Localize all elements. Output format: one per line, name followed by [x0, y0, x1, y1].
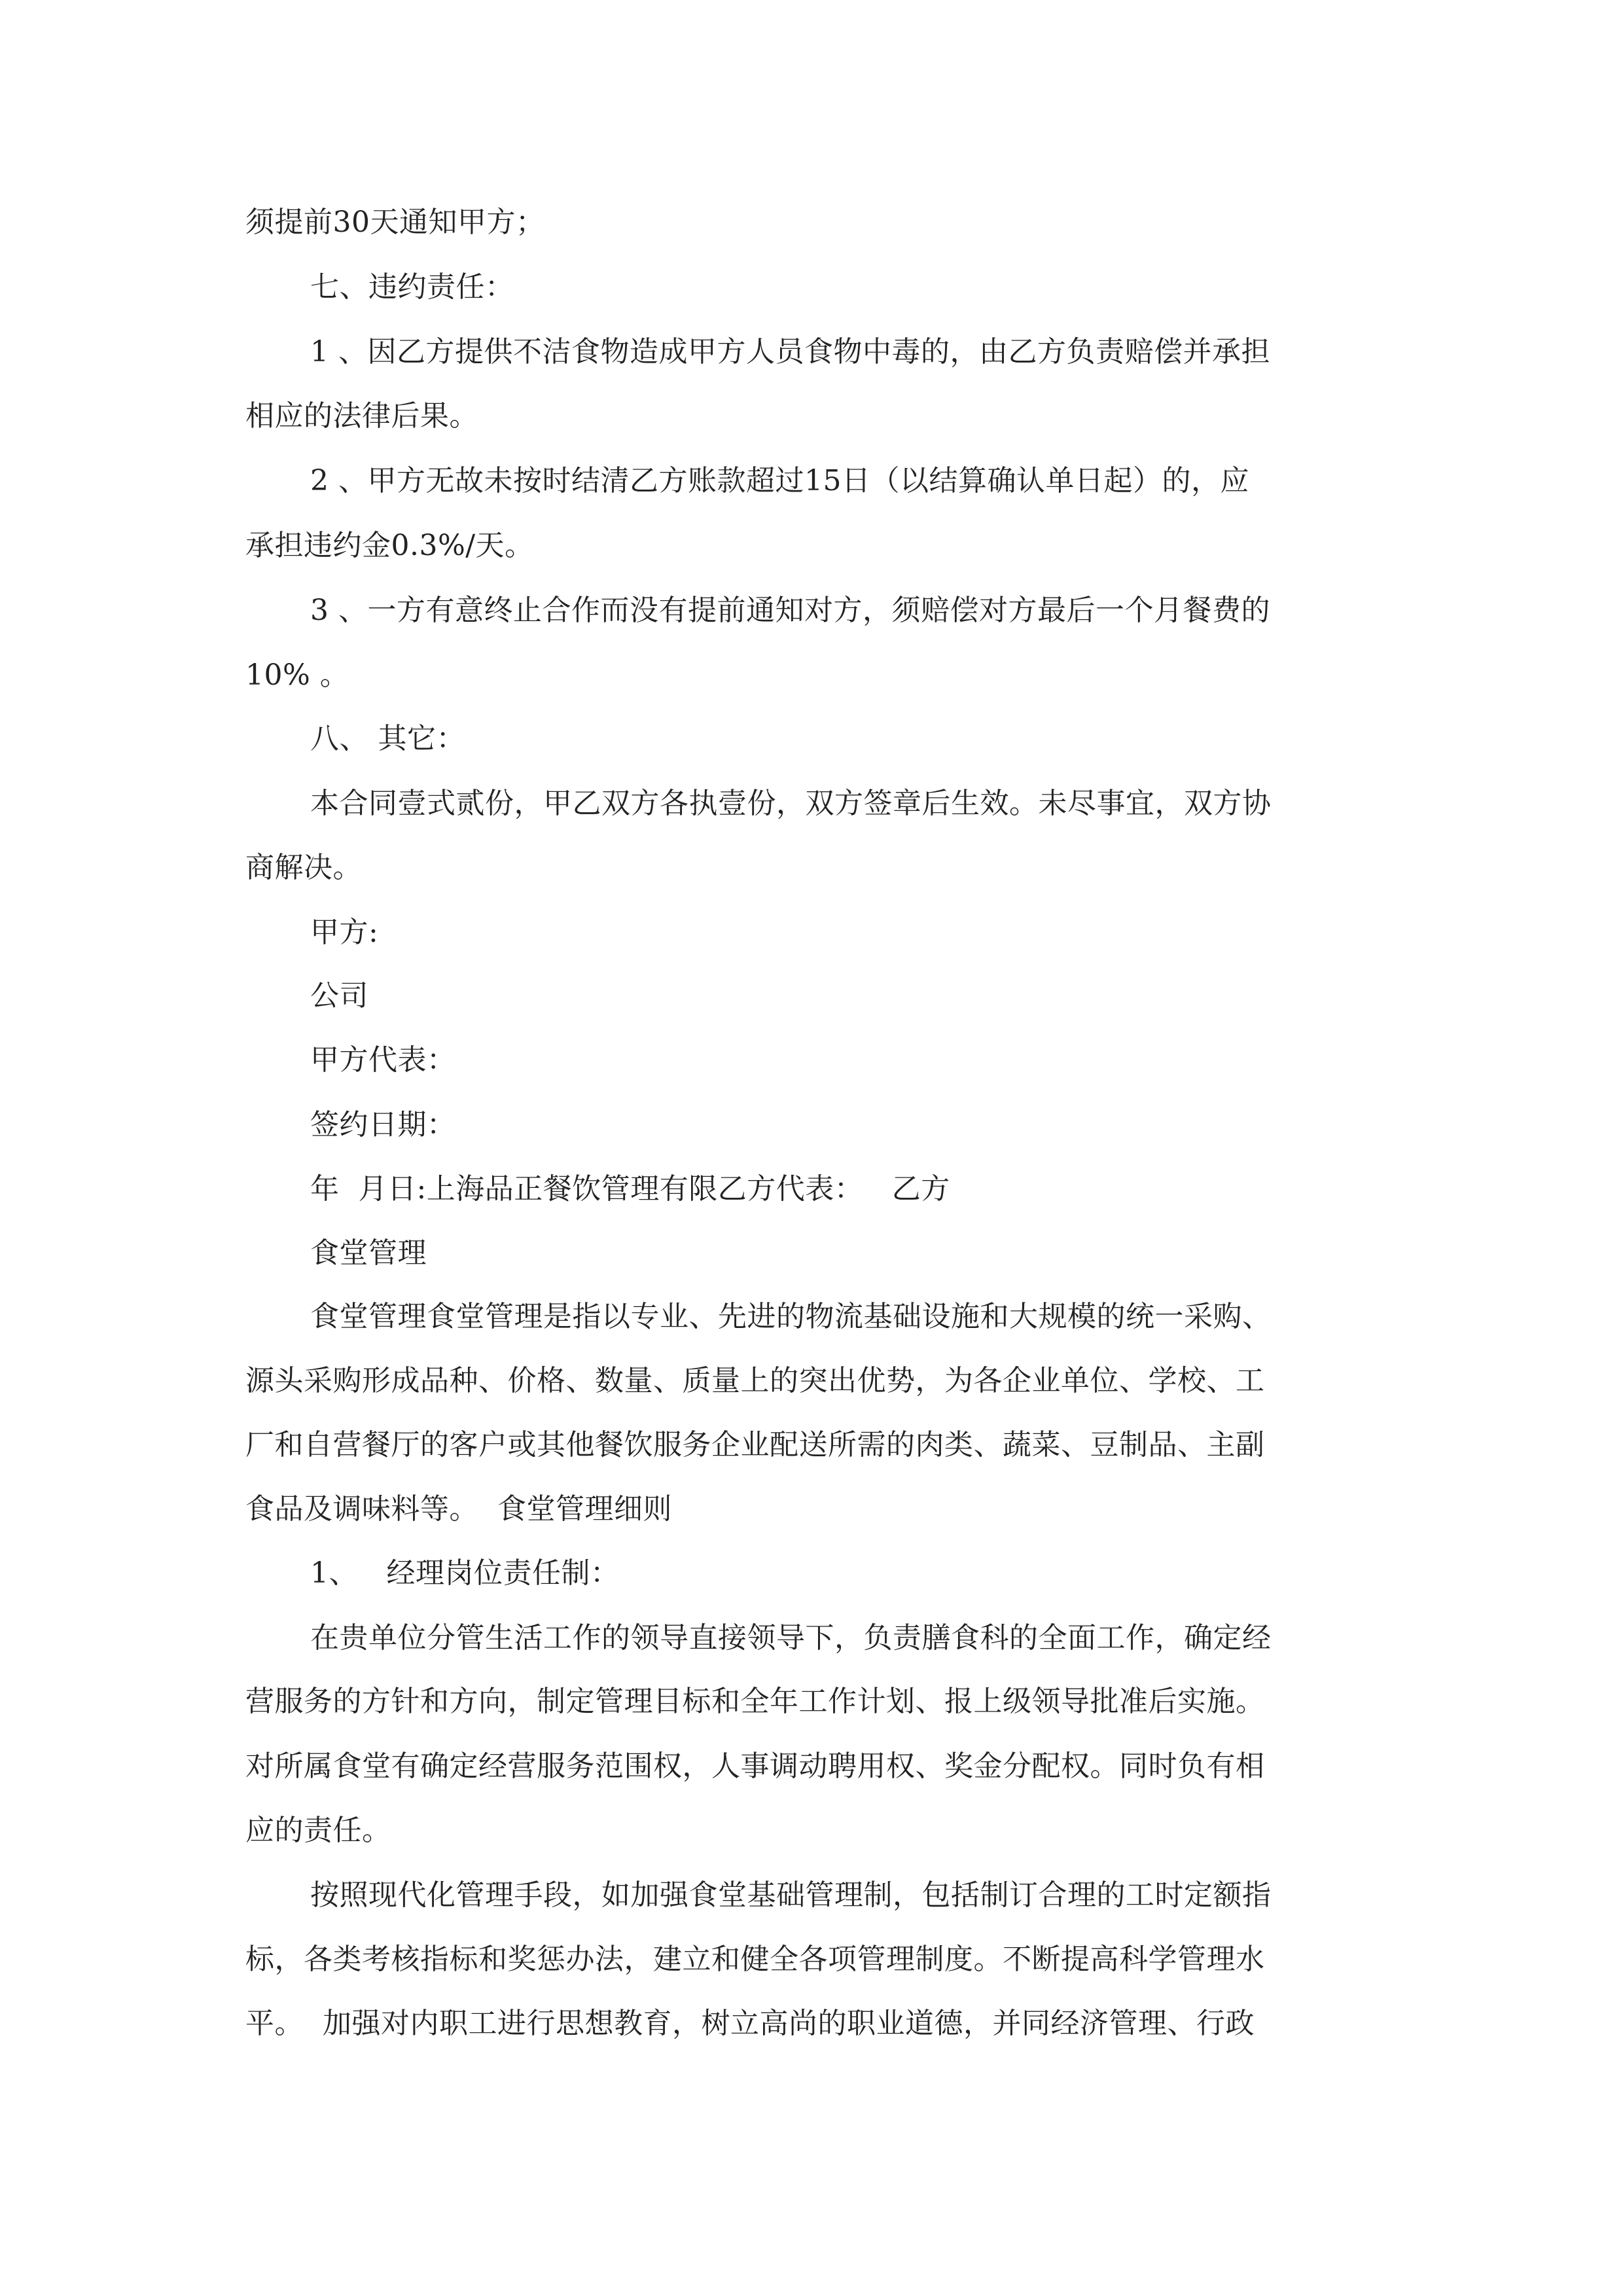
text-line: 食品及调味料等。 食堂管理细则: [245, 1492, 672, 1526]
text-line: 3 、一方有意终止合作而没有提前通知对方，须赔偿对方最后一个月餐费的: [310, 594, 1270, 627]
subsection-heading-manager-responsibility: 1、 经理岗位责任制：: [310, 1556, 620, 1590]
text-line: 源头采购形成品种、价格、数量、质量上的突出优势，为各企业单位、学校、工: [245, 1364, 1265, 1397]
text-line: 厂和自营餐厅的客户或其他餐饮服务企业配送所需的肉类、蔬菜、豆制品、主副: [245, 1428, 1265, 1462]
signature-line: 年 月日:上海品正餐饮管理有限乙方代表： 乙方: [310, 1172, 950, 1206]
party-a-label: 甲方:: [310, 916, 379, 949]
text-line: 食堂管理食堂管理是指以专业、先进的物流基础设施和大规模的统一采购、: [310, 1300, 1272, 1333]
text-line: 承担违约金0.3%/天。: [245, 529, 534, 562]
text-line: 应的责任。: [245, 1814, 391, 1847]
text-line: 须提前30天通知甲方；: [245, 206, 545, 239]
text-line: 对所属食堂有确定经营服务范围权，人事调动聘用权、奖金分配权。同时负有相: [245, 1749, 1265, 1783]
text-line: 营服务的方针和方向，制定管理目标和全年工作计划、报上级领导批准后实施。: [245, 1685, 1265, 1718]
text-line: 在贵单位分管生活工作的领导直接领导下，负责膳食科的全面工作，确定经: [310, 1621, 1272, 1655]
text-line: 按照现代化管理手段，如加强食堂基础管理制，包括制订合理的工时定额指: [310, 1878, 1272, 1912]
text-line: 本合同壹式贰份，甲乙双方各执壹份，双方签章后生效。未尽事宜，双方协: [310, 787, 1272, 820]
text-line: 相应的法律后果。: [245, 399, 478, 433]
text-line: 商解决。: [245, 851, 362, 884]
signing-date-label: 签约日期：: [310, 1108, 456, 1141]
text-line: 平。 加强对内职工进行思想教育，树立高尚的职业道德，并同经济管理、行政: [245, 2007, 1255, 2040]
text-line: 10% 。: [245, 658, 349, 692]
text-line: 2 、甲方无故未按时结清乙方账款超过15日（以结算确认单日起）的，应: [310, 464, 1249, 497]
party-a-representative-label: 甲方代表：: [310, 1043, 456, 1077]
section-heading-other: 八、 其它：: [310, 722, 465, 755]
section-title-canteen-management: 食堂管理: [310, 1236, 427, 1270]
text-line: 标，各类考核指标和奖惩办法，建立和健全各项管理制度。不断提高科学管理水: [245, 1943, 1265, 1976]
section-heading-breach-liability: 七、违约责任：: [310, 270, 514, 304]
text-line: 1 、因乙方提供不洁食物造成甲方人员食物中毒的，由乙方负责赔偿并承担: [310, 335, 1270, 368]
company-label: 公司: [310, 979, 368, 1013]
